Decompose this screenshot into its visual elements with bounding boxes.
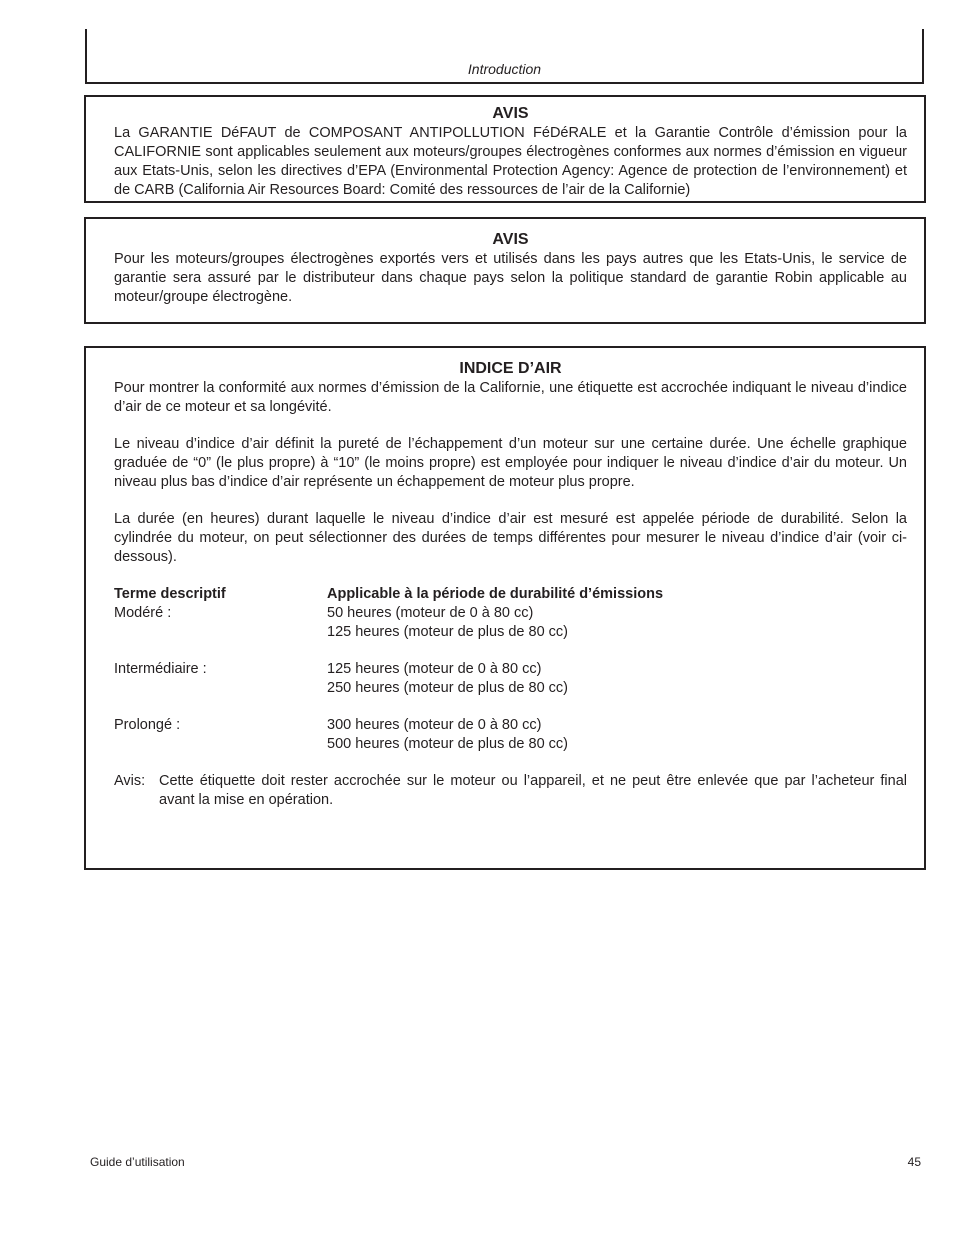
period-line: 125 heures (moteur de 0 à 80 cc) (327, 661, 542, 677)
period-line: 300 heures (moteur de 0 à 80 cc) (327, 717, 542, 733)
notice-text: Pour les moteurs/groupes électrogènes exportés vers et utilisés dans les pays autres que les Etats-Unis, le service de garantie sera assuré par le distributeur dans chaque pays selon la politique standard de garantie Robin applicable au moteur/groupe électrogène. (114, 251, 907, 305)
note-text: Cette étiquette doit rester accrochée sur le moteur ou l’appareil, et ne peut être enlevée que par l’acheteur final avant la mise en opération. (159, 773, 907, 808)
period-line: 500 heures (moteur de plus de 80 cc) (327, 736, 568, 752)
durability-table (114, 585, 907, 754)
table-row (114, 660, 907, 698)
notice-text: La GARANTIE DéFAUT de COMPOSANT ANTIPOLLUTION FéDéRALE et la Garantie Contrôle d’émission pour la CALIFORNIE sont applicables seulement aux moteurs/groupes électrogènes conformes aux normes d’émission en vigueur aux Etats-Unis, selon les directives d’EPA (Environmental Protection Agency: Agence de protection de l’environnement) et de CARB (California Air Resources Board: Comité des ressources de l’air de la Californie) (114, 125, 907, 198)
notice-title: AVIS (492, 231, 529, 248)
section-title: Introduction (467, 61, 542, 77)
air-index-title: INDICE D’AIR (459, 360, 562, 377)
term-label: Modéré : (114, 605, 172, 621)
air-index-box (84, 346, 926, 870)
header-term: Terme descriptif (114, 586, 226, 602)
period-line: 250 heures (moteur de plus de 80 cc) (327, 680, 568, 696)
period-line: 50 heures (moteur de 0 à 80 cc) (327, 605, 534, 621)
table-row (114, 604, 907, 642)
table-row (114, 716, 907, 754)
air-index-paragraph: Pour montrer la conformité aux normes d’émission de la Californie, une étiquette est accrochée indiquant le niveau d’indice d’air de ce moteur et sa longévité. (114, 380, 907, 415)
notice-box-export (84, 217, 926, 324)
term-label: Intermédiaire : (114, 661, 207, 677)
air-index-paragraph: Le niveau d’indice d’air définit la pureté de l’échappement d’un moteur sur une certaine durée. Une échelle graphique graduée de “0” (le plus propre) à “10” (le moins propre) est employée pour indiquer le niveau d’indice d’air du moteur. Un niveau plus bas d’indice d’air représente un échappement de moteur plus propre. (114, 436, 907, 490)
footer-page-number: 45 (907, 1155, 921, 1169)
notice-box-warranty (84, 95, 926, 203)
footer-doc-name: Guide d’utilisation (90, 1155, 185, 1169)
air-index-paragraph: La durée (en heures) durant laquelle le niveau d’indice d’air est mesuré est appelée période de durabilité. Selon la cylindrée du moteur, on peut sélectionner des durées de temps différentes pour mesurer le niveau d’indice d’air (voir ci-dessous). (114, 511, 907, 565)
header-period: Applicable à la période de durabilité d’émissions (327, 586, 664, 602)
header-frame (85, 29, 924, 84)
label-note (114, 772, 907, 810)
term-label: Prolongé : (114, 717, 181, 733)
note-label: Avis: (114, 773, 146, 789)
period-line: 125 heures (moteur de plus de 80 cc) (327, 624, 568, 640)
table-header-row (114, 585, 907, 604)
notice-title: AVIS (492, 105, 529, 122)
